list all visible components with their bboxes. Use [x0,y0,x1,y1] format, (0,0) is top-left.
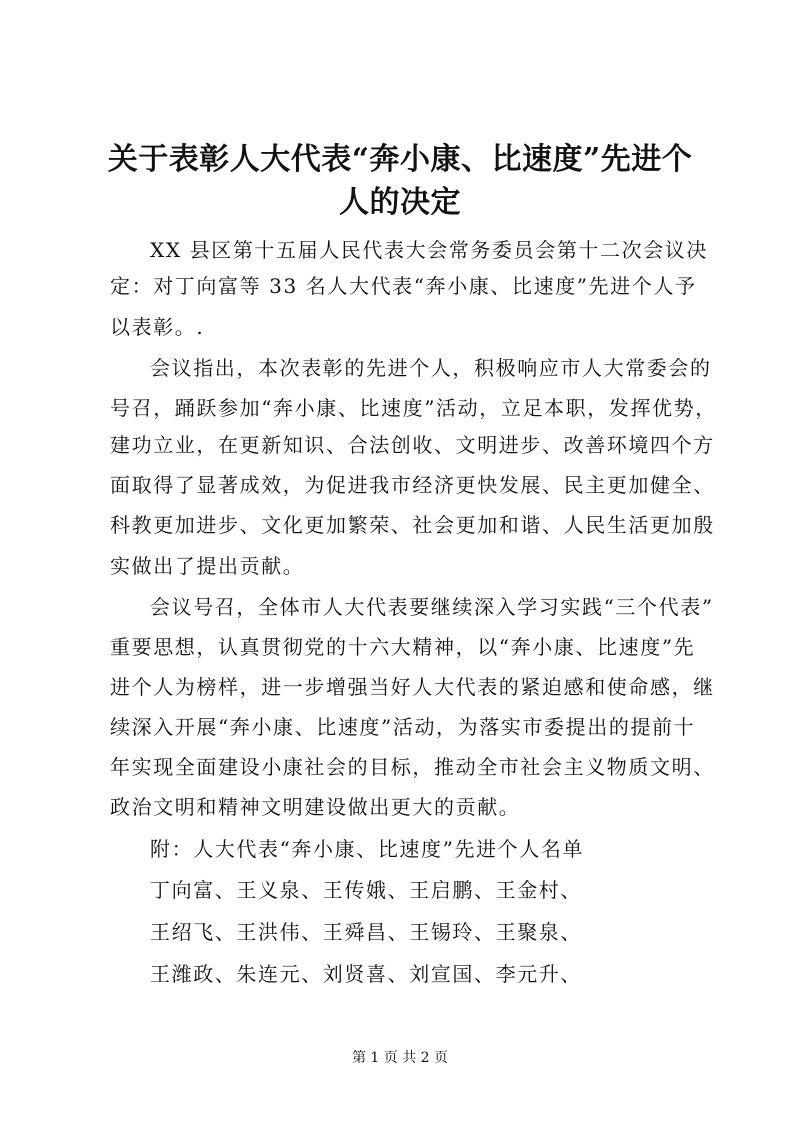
paragraph-3-line: 年实现全面建设小康社会的目标，推动全市社会主义物质文明、 [110,755,715,779]
paragraph-2-line: 建功立业，在更新知识、合法创收、文明进步、改善环境四个方 [110,433,715,457]
paragraph-2-line: 面取得了显著成效，为促进我市经济更快发展、民主更加健全、 [110,473,715,497]
paragraph-1-line: 定：对丁向富等 33 名人大代表“奔小康、比速度”先进个人予 [110,274,697,298]
paragraph-3-line: 重要思想，认真贯彻党的十六大精神，以“奔小康、比速度”先 [110,635,696,659]
name-list-line: 丁向富、王义泉、王传娥、王启鹏、王金村、 [150,878,582,902]
document-title-line-2: 人的决定 [339,185,461,220]
paragraph-3-line: 会议号召，全体市人大代表要继续深入学习实践“三个代表” [150,595,714,619]
paragraph-2-line: 科教更加进步、文化更加繁荣、社会更加和谐、人民生活更加殷 [110,513,715,537]
paragraph-2-line: 会议指出，本次表彰的先进个人，积极响应市人大常委会的 [150,356,712,380]
paragraph-3-line: 进个人为榜样，进一步增强当好人大代表的紧迫感和使命感，继 [110,675,715,699]
document-title-line-1: 关于表彰人大代表“奔小康、比速度”先进个 [107,142,693,177]
paragraph-3-line: 政治文明和精神文明建设做出更大的贡献。 [110,795,521,819]
appendix-title: 附：人大代表“奔小康、比速度”先进个人名单 [150,837,585,861]
paragraph-2-line: 号召，踊跃参加“奔小康、比速度”活动，立足本职，发挥优势， [110,396,717,420]
paragraph-1-line: XX 县区第十五届人民代表大会常务委员会第十二次会议决 [150,238,709,262]
paragraph-3-line: 续深入开展“奔小康、比速度”活动，为落实市委提出的提前十 [110,715,696,739]
name-list-line: 王潍政、朱连元、刘贤喜、刘宣国、李元升、 [150,962,582,986]
page-number-footer: 第 1 页 共 2 页 [351,1050,449,1066]
paragraph-1-line: 以表彰。. [110,315,205,339]
paragraph-2-line: 实做出了提出贡献。 [110,554,305,578]
name-list-line: 王绍飞、王洪伟、王舜昌、王锡玲、王聚泉、 [150,920,582,944]
